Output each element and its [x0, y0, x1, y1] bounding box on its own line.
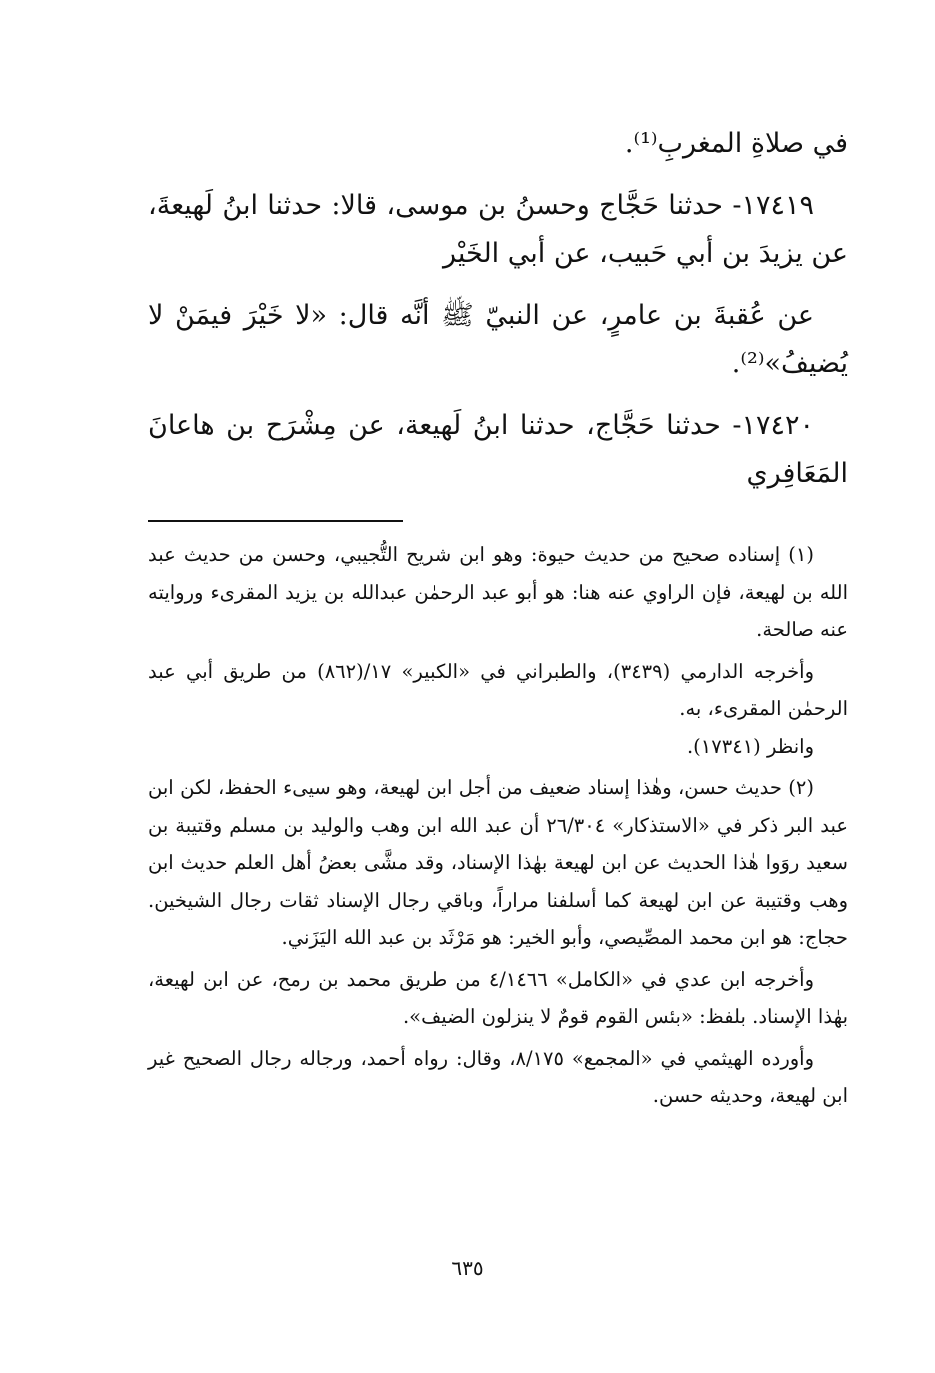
page-body: [148, 120, 848, 1115]
footnote-1-takhrij: وأخرجه الدارمي (٣٤٣٩)، والطبراني في «الكبير» ١٧/(٨٦٢) من طريق أبي عبد الرحمٰن المقرىء، به.: [148, 659, 848, 720]
main-paragraph-1: في صلاةِ المغربِ⁽¹⁾.: [624, 128, 848, 159]
main-text: [148, 120, 848, 498]
footnotes: [148, 536, 848, 1115]
hadith-17420: ١٧٤٢٠- حدثنا حَجَّاج، حدثنا ابنُ لَهيعة، عن مِشْرَح بن هاعانَ المَعَافِري: [148, 410, 848, 489]
footnote-separator: [148, 520, 403, 522]
page-number: ٦٣٥: [451, 1256, 484, 1280]
footnote-2-majma: وأورده الهيثمي في «المجمع» ٨/١٧٥، وقال: رواه أحمد، ورجاله رجال الصحيح غير ابن لهيعة، وحديثه حسن.: [148, 1046, 848, 1107]
footnote-2-takhrij: وأخرجه ابن عدي في «الكامل» ٤/١٤٦٦ من طريق محمد بن رمح، عن ابن لهيعة، بهٰذا الإسناد. بلفظ: «بئس القوم قومٌ لا ينزلون الضيف».: [148, 967, 848, 1028]
hadith-17419-matn: عن عُقبةَ بن عامرٍ، عن النبيّ ﷺ أنَّه قال: «لا خَيْرَ فيمَنْ لا يُضيفُ»⁽²⁾.: [148, 300, 848, 379]
footnote-1: (١) إسناده صحيح من حديث حيوة: وهو ابن شريح التُّجيبي، وحسن من حديث عبد الله بن لهيعة، فإن الراوي عنه هنا: هو أبو عبد الرحمٰن عبدالله بن يزيد المقرىء وروايته عنه صالحة.: [148, 543, 848, 641]
footnote-2: (٢) حديث حسن، وهٰذا إسناد ضعيف من أجل ابن لهيعة، وهو سيىء الحفظ، لكن ابن عبد البر ذكر في «الاستذكار» ٢٦/٣٠٤ أن عبد الله ابن وهب والوليد بن مسلم وقتيبة بن سعيد روَوا هٰذا الحديث عن ابن لهيعة بهٰذا الإسناد، وقد مشَّى بعضُ أهل العلم حديث ابن وهب وقتيبة عن ابن لهيعة كما أسلفنا مراراً، وباقي رجال الإسناد ثقات رجال الشيخين. حجاج: هو ابن محمد المصِّيصي، وأبو الخير: هو مَرْثَد بن عبد الله اليَزَني.: [148, 776, 848, 949]
hadith-17419: ١٧٤١٩- حدثنا حَجَّاج وحسنُ بن موسى، قالا: حدثنا ابنُ لَهيعةَ، عن يزيدَ بن أبي حَبيب، عن أبي الخَيْر: [148, 190, 848, 269]
footnote-1-see-also: وانظر (١٧٣٤١).: [686, 734, 814, 758]
